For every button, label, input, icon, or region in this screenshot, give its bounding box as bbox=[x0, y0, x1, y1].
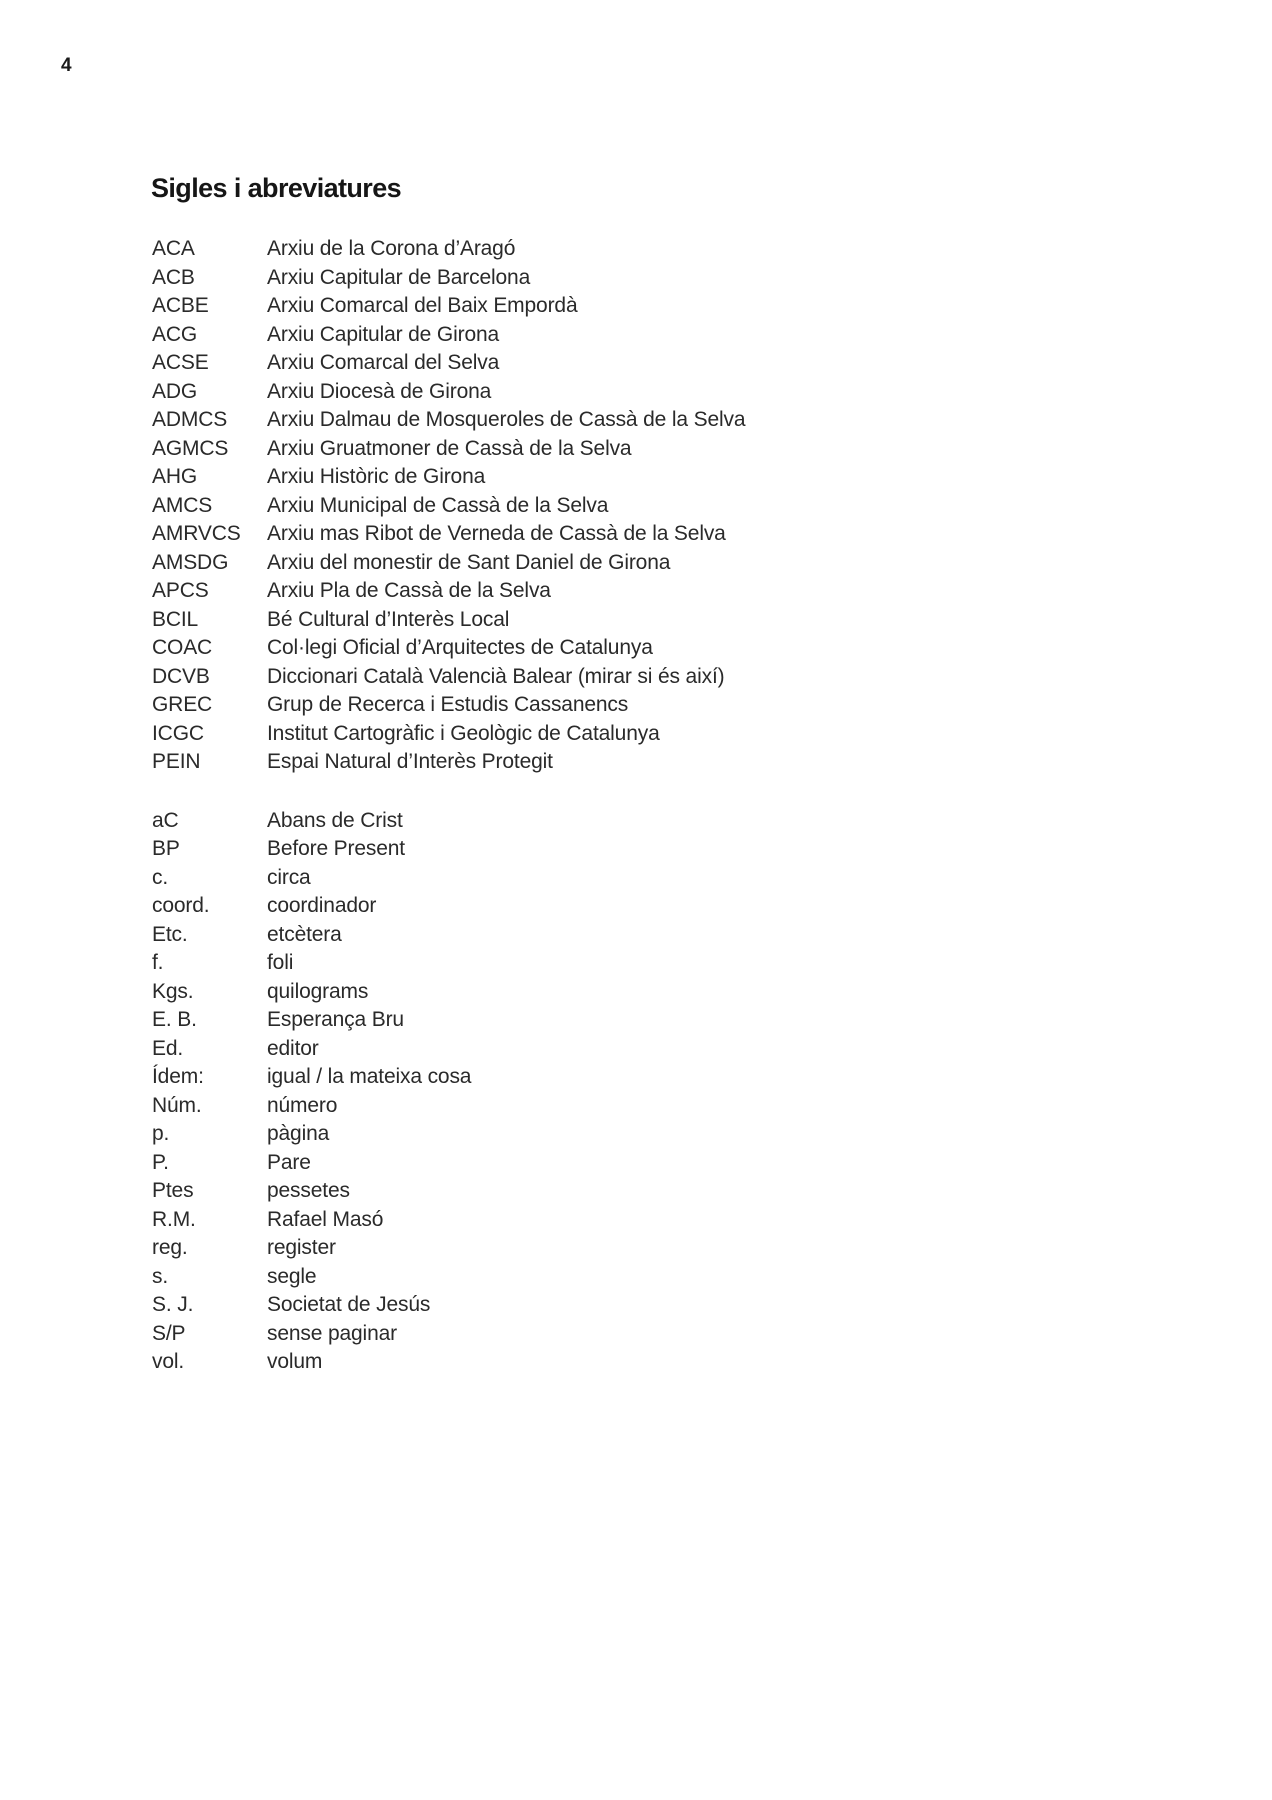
definition: Arxiu Comarcal del Selva bbox=[267, 351, 500, 374]
abbreviation: ACG bbox=[152, 322, 198, 346]
definition: coordinador bbox=[267, 894, 377, 917]
abbreviation: APCS bbox=[152, 579, 209, 602]
list-item bbox=[152, 1320, 1112, 1349]
abbreviation: reg. bbox=[152, 1236, 188, 1259]
abbreviation: Kgs. bbox=[152, 979, 194, 1003]
list-item bbox=[152, 520, 1112, 549]
definition: Arxiu Gruatmoner de Cassà de la Selva bbox=[267, 436, 632, 460]
list-item bbox=[152, 378, 1112, 407]
definition: Espai Natural d’Interès Protegit bbox=[267, 750, 553, 773]
list-item bbox=[152, 1206, 1112, 1235]
list-item bbox=[152, 1263, 1112, 1292]
list-item bbox=[152, 1063, 1112, 1092]
abbreviation: COAC bbox=[152, 636, 213, 659]
abbreviation: Ptes bbox=[152, 1179, 194, 1202]
list-item bbox=[152, 978, 1112, 1007]
list-item bbox=[152, 435, 1112, 464]
definition: número bbox=[267, 1093, 338, 1117]
abbreviation: Ed. bbox=[152, 1036, 184, 1060]
definition: pessetes bbox=[267, 1179, 350, 1202]
list-item bbox=[152, 577, 1112, 606]
list-item bbox=[152, 1006, 1112, 1035]
list-item bbox=[152, 1291, 1112, 1320]
definition: Arxiu del monestir de Sant Daniel de Girona bbox=[267, 550, 671, 574]
abbreviation: ICGC bbox=[152, 721, 204, 745]
abbreviation: ACBE bbox=[152, 294, 209, 317]
list-item bbox=[152, 1035, 1112, 1064]
abbreviation: S. J. bbox=[152, 1293, 194, 1316]
list-item bbox=[152, 549, 1112, 578]
abbreviation: Núm. bbox=[152, 1093, 202, 1117]
abbreviation: Ídem: bbox=[152, 1065, 204, 1088]
page-number: 4 bbox=[61, 55, 72, 76]
abbreviation: PEIN bbox=[152, 750, 201, 773]
definition: Arxiu Capitular de Barcelona bbox=[267, 265, 531, 289]
definition: igual / la mateixa cosa bbox=[267, 1065, 472, 1088]
abbreviation: E. B. bbox=[152, 1008, 197, 1031]
list-item bbox=[152, 349, 1112, 378]
abbreviation: ACA bbox=[152, 237, 195, 260]
abbreviation: DCVB bbox=[152, 664, 210, 688]
abbreviation: AMCS bbox=[152, 493, 213, 517]
definition: Arxiu Dalmau de Mosqueroles de Cassà de la Selva bbox=[267, 408, 746, 431]
abbreviations-content bbox=[152, 235, 1112, 1377]
definition: Arxiu Comarcal del Baix Empordà bbox=[267, 294, 578, 317]
definition: quilograms bbox=[267, 979, 369, 1003]
abbreviation: AGMCS bbox=[152, 436, 229, 460]
abbreviation: BP bbox=[152, 837, 180, 860]
definition: Arxiu Diocesà de Girona bbox=[267, 379, 492, 403]
list-item bbox=[152, 235, 1112, 264]
definition: Col·legi Oficial d’Arquitectes de Catalunya bbox=[267, 636, 653, 659]
list-item bbox=[152, 492, 1112, 521]
list-item bbox=[152, 606, 1112, 635]
abbreviation: ADMCS bbox=[152, 408, 228, 431]
definition: volum bbox=[267, 1350, 323, 1373]
definition: Esperança Bru bbox=[267, 1008, 404, 1031]
abbreviation: GREC bbox=[152, 693, 213, 716]
abbreviation: c. bbox=[152, 865, 169, 889]
definition: circa bbox=[267, 865, 311, 889]
abbreviation: ACSE bbox=[152, 351, 209, 374]
list-item bbox=[152, 835, 1112, 864]
list-item bbox=[152, 1234, 1112, 1263]
list-item bbox=[152, 1149, 1112, 1178]
abbreviation: ADG bbox=[152, 379, 198, 403]
abbreviation: AMRVCS bbox=[152, 522, 241, 545]
sigles-list bbox=[152, 235, 1112, 777]
definition: Arxiu Capitular de Girona bbox=[267, 322, 500, 346]
abbreviation: R.M. bbox=[152, 1207, 196, 1231]
definition: pàgina bbox=[267, 1122, 330, 1145]
abbreviation: P. bbox=[152, 1150, 169, 1174]
abreviatures-list bbox=[152, 807, 1112, 1377]
list-item bbox=[152, 634, 1112, 663]
definition: Rafael Masó bbox=[267, 1207, 384, 1231]
definition: Arxiu Històric de Girona bbox=[267, 465, 486, 488]
list-item bbox=[152, 691, 1112, 720]
list-item bbox=[152, 292, 1112, 321]
list-item bbox=[152, 1092, 1112, 1121]
definition: Before Present bbox=[267, 837, 405, 860]
abbreviation: BCIL bbox=[152, 607, 199, 631]
abbreviation: Etc. bbox=[152, 922, 188, 946]
definition: Bé Cultural d’Interès Local bbox=[267, 607, 510, 631]
abbreviation: ACB bbox=[152, 265, 195, 289]
list-item bbox=[152, 748, 1112, 777]
list-item bbox=[152, 921, 1112, 950]
abbreviation: p. bbox=[152, 1122, 170, 1145]
definition: Grup de Recerca i Estudis Cassanencs bbox=[267, 693, 629, 716]
definition: Arxiu mas Ribot de Verneda de Cassà de la Selva bbox=[267, 522, 726, 545]
definition: Diccionari Català Valencià Balear (mirar si és així) bbox=[267, 664, 725, 688]
abbreviation: s. bbox=[152, 1264, 169, 1288]
abbreviation: AHG bbox=[152, 465, 198, 488]
definition: sense paginar bbox=[267, 1321, 397, 1345]
list-item bbox=[152, 1348, 1112, 1377]
list-item bbox=[152, 264, 1112, 293]
list-item bbox=[152, 463, 1112, 492]
list-item bbox=[152, 406, 1112, 435]
list-item bbox=[152, 892, 1112, 921]
definition: Abans de Crist bbox=[267, 808, 403, 832]
definition: foli bbox=[267, 951, 294, 974]
list-item bbox=[152, 321, 1112, 350]
definition: segle bbox=[267, 1264, 317, 1288]
definition: Pare bbox=[267, 1150, 311, 1174]
abbreviation: f. bbox=[152, 951, 164, 974]
abbreviation: coord. bbox=[152, 894, 210, 917]
definition: Societat de Jesús bbox=[267, 1293, 431, 1316]
definition: Institut Cartogràfic i Geològic de Catalunya bbox=[267, 721, 660, 745]
list-item bbox=[152, 663, 1112, 692]
definition: Arxiu de la Corona d’Aragó bbox=[267, 237, 516, 260]
abbreviation: aC bbox=[152, 808, 179, 832]
definition: Arxiu Municipal de Cassà de la Selva bbox=[267, 493, 609, 517]
list-item bbox=[152, 864, 1112, 893]
page-title: Sigles i abreviatures bbox=[151, 173, 402, 203]
list-item bbox=[152, 1177, 1112, 1206]
definition: etcètera bbox=[267, 922, 342, 946]
list-item bbox=[152, 949, 1112, 978]
abbreviation: AMSDG bbox=[152, 550, 229, 574]
definition: editor bbox=[267, 1036, 319, 1060]
abbreviation: S/P bbox=[152, 1321, 186, 1345]
abbreviation: vol. bbox=[152, 1350, 185, 1373]
list-item bbox=[152, 1120, 1112, 1149]
definition: Arxiu Pla de Cassà de la Selva bbox=[267, 579, 551, 602]
definition: register bbox=[267, 1236, 336, 1259]
list-item bbox=[152, 720, 1112, 749]
list-item bbox=[152, 807, 1112, 836]
